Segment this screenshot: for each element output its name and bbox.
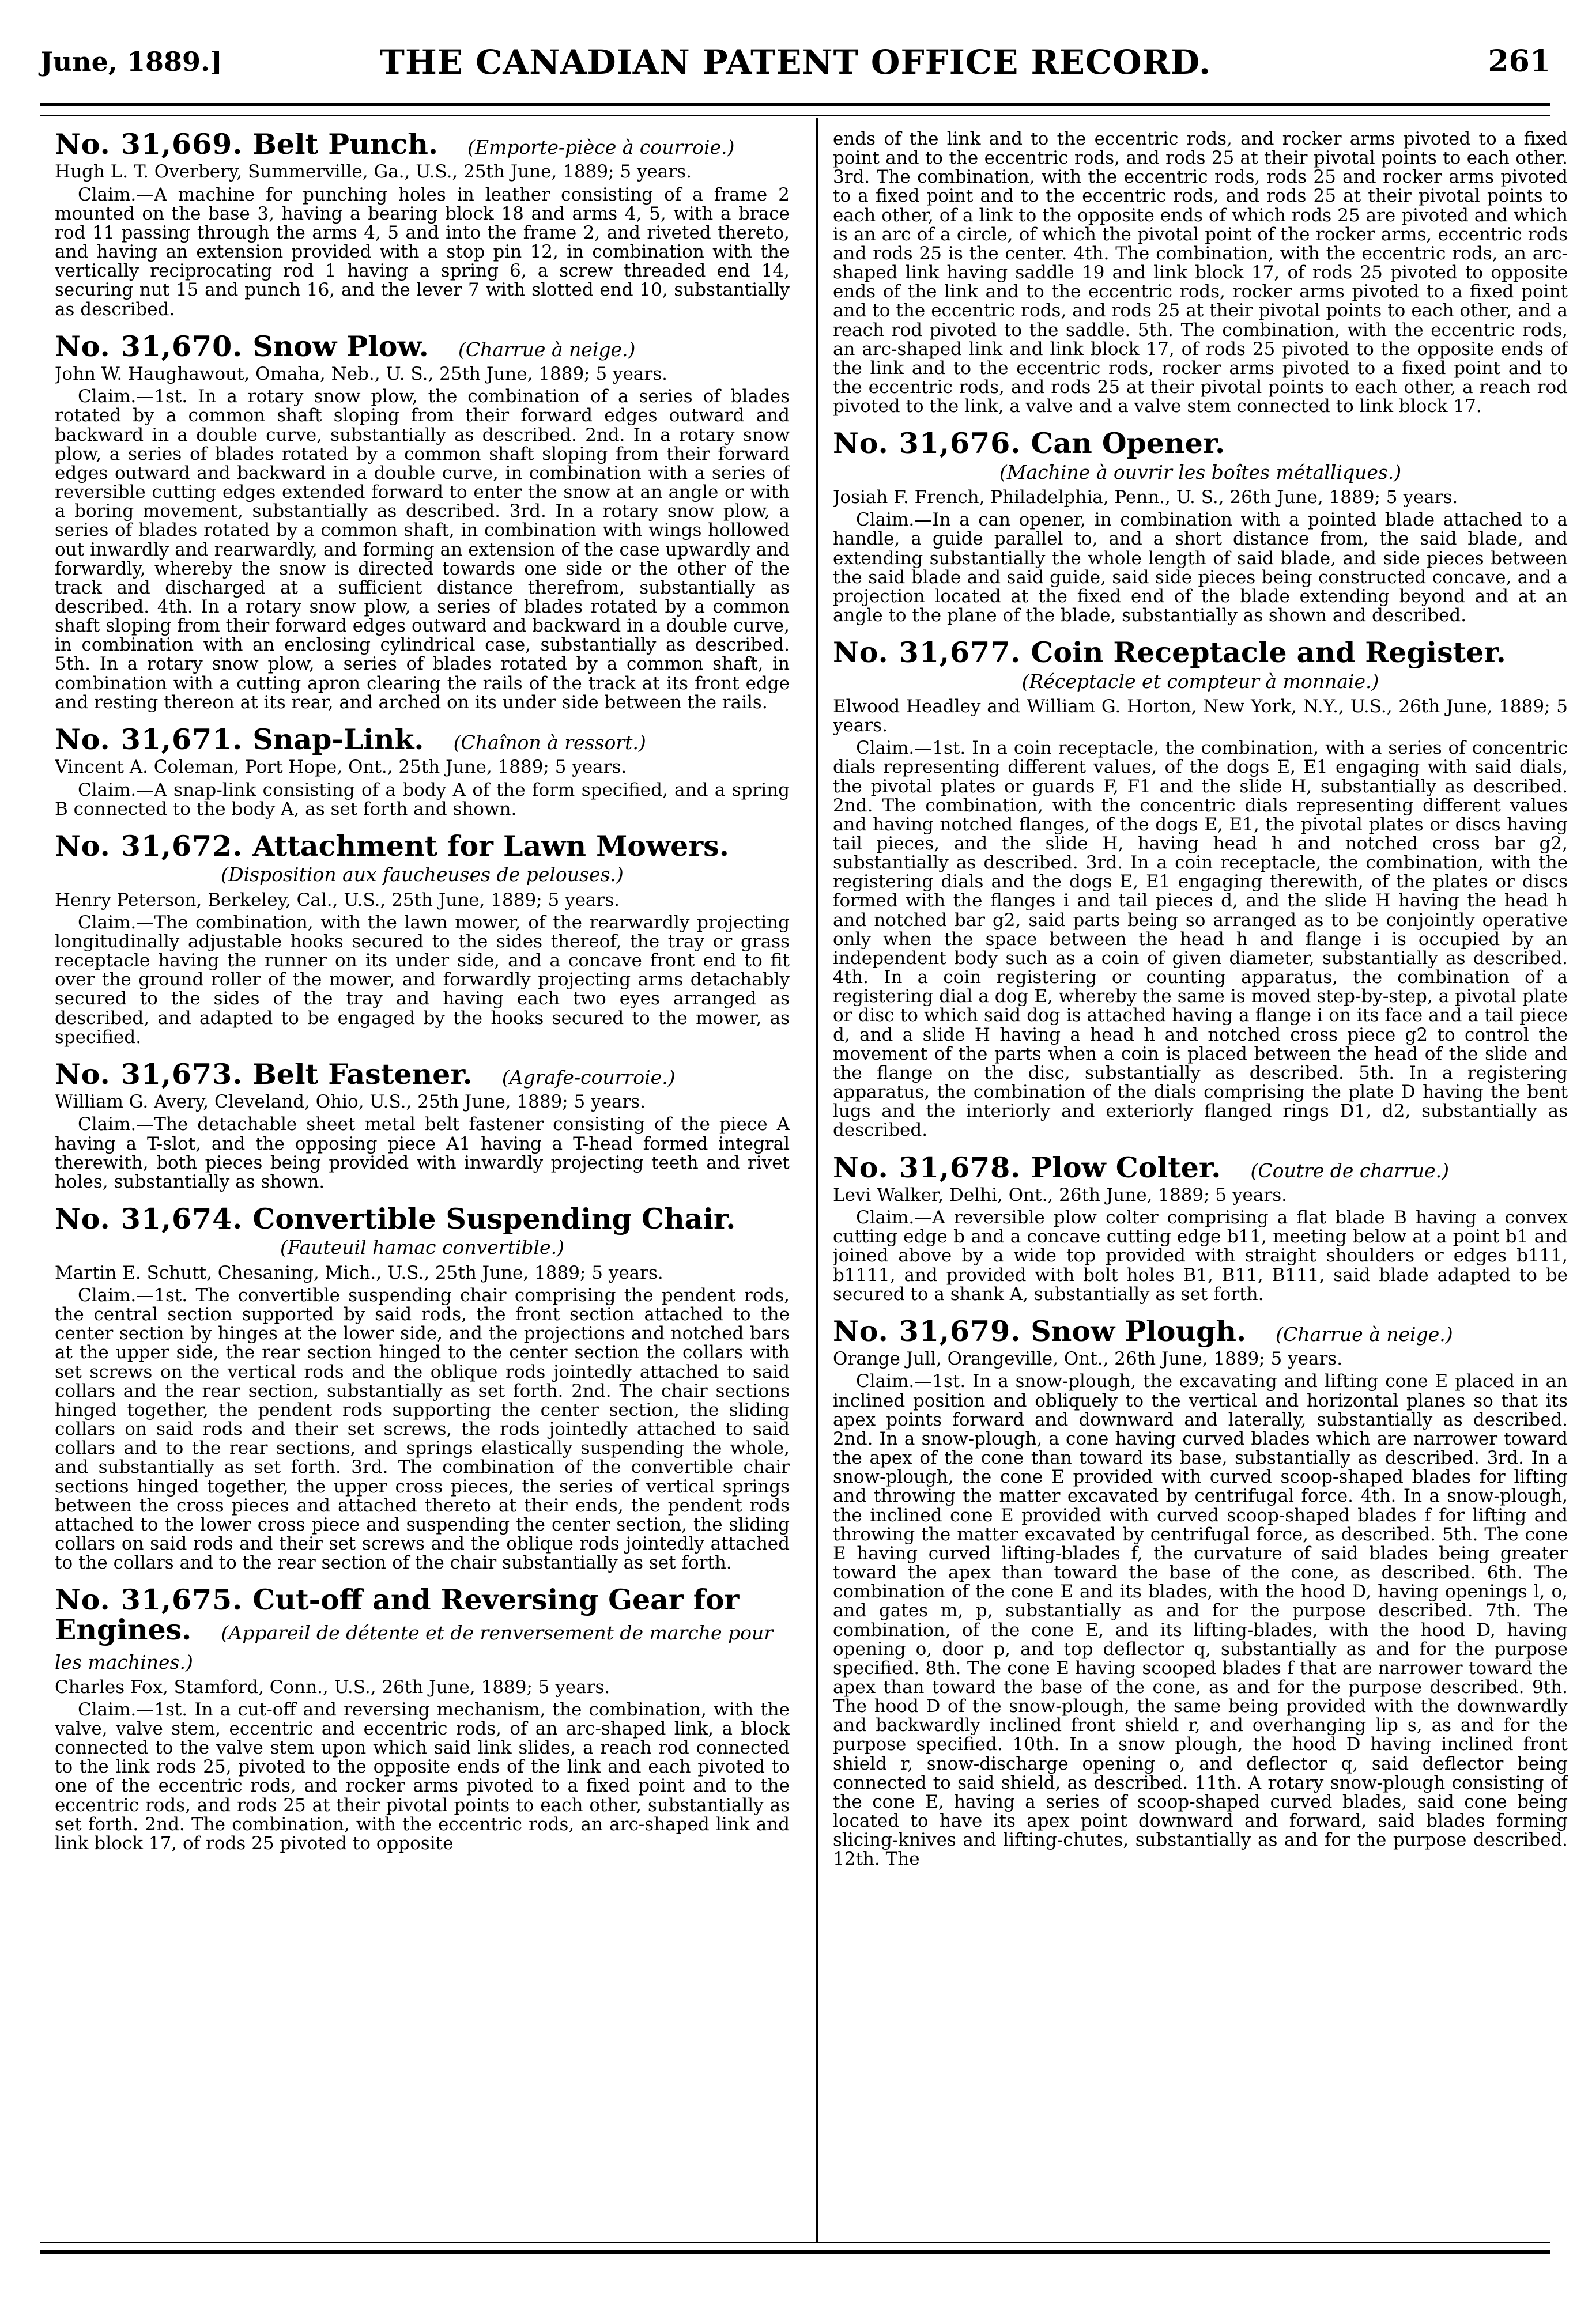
patent-claim: Claim.—The combination, with the lawn mower, of the rearwardly projecting longitudinally adjustable hooks secured to the sides thereof, the tray or grass receptacle having the runner on its under side, and a concave front end to fit over the ground roller of the mower, and forwardly projecting arms detachably secured to the sides of the tray and having each two eyes arranged as described, and adapted to be engaged by the hooks secured to the mower, as specified. (55, 912, 790, 1048)
patent-number: No. 31,672. (55, 829, 243, 863)
patent-heading (55, 1585, 790, 1674)
patent-claim: Claim.—A reversible plow colter comprising a flat blade B having a convex cutting edge b and a concave cutting edge b11, meeting below at a point b1 and joined above by a wide top provided with straight shoulders or edges b111, b1111, and provided with bolt holes B1, B11, B111, said blade adapted to be secured to a shank A, substantially as set forth. (833, 1207, 1568, 1305)
patent-number: No. 31,677. (833, 636, 1021, 670)
patent-title: Belt Punch. (252, 130, 438, 161)
patent-title: Snow Plow. (252, 329, 429, 363)
patent-entry (55, 329, 790, 713)
patent-title: Plow Colter. (1031, 1150, 1221, 1184)
header-rule (40, 103, 1550, 106)
page-header (40, 43, 1550, 98)
patent-inventor: Orange Jull, Orangeville, Ont., 26th June, 1889; 5 years. (833, 1348, 1343, 1370)
patent-inventor: Martin E. Schutt, Chesaning, Mich., U.S., 25th June, 1889; 5 years. (55, 1262, 663, 1283)
patent-heading (55, 329, 790, 363)
patent-claim: Claim.—1st. In a rotary snow plow, the combination of a series of blades rotated by a common shaft sloping from their forward edges outward and backward in a double curve, substantially as described. 2nd. In a rotary snow plow, a series of blades rotated by a common shaft sloping from their forward edges outward and backward in a double curve, in combination with a series of reversible cutting edges extended forward to enter the snow at an angle or with a boring movement, substantially as described. 3rd. In a rotary snow plow, a series of blades rotated by a common shaft, in combination with wings hollowed out inwardly and rearwardly, and forming an extension of the case upwardly and forwardly, whereby the snow is directed towards one side or the other of the track and discharged at a sufficient distance therefrom, substantially as described. 4th. In a rotary snow plow, a series of blades rotated by a common shaft sloping from their forward edges outward and backward in a double curve, in combination with an enclosing cylindrical case, substantially as described. 5th. In a rotary snow plow, a series of blades rotated by a common shaft, in combination with a cutting apron clearing the rails of the track at its front edge and resting thereon at its rear, and arched on its under side between the rails. (55, 386, 790, 713)
patent-title: Belt Fastener. (252, 1057, 473, 1091)
footer-rule (40, 2250, 1550, 2254)
patent-claim: Claim.—The detachable sheet metal belt fastener consisting of the piece A having a T-slot, and the opposing piece A1 having a T-head formed integral therewith, both pieces being provided with inwardly projecting teeth and rivet holes, substantially as shown. (55, 1114, 790, 1192)
header-rule-thin (40, 115, 1550, 116)
patent-title: Can Opener. (1031, 426, 1225, 460)
patent-heading (833, 426, 1568, 460)
patent-heading (55, 130, 790, 159)
patent-inventor: Henry Peterson, Berkeley, Cal., U.S., 25th June, 1889; 5 years. (55, 889, 620, 910)
patent-entry (55, 722, 790, 819)
patent-french-title: (Appareil de détente et de renversement de marche pour les machines.) (55, 1621, 774, 1674)
patent-title: Convertible Suspending Chair. (252, 1202, 736, 1236)
patent-claim: Claim.—In a can opener, in combination with a pointed blade attached to a handle, a guide parallel to, and a short distance from, the said blade, and extending substantially the whole length of said blade, and side pieces between the said blade and said guide, said side pieces being constructed concave, and a projection located at the fixed end of the blade extending beyond and at an angle to the plane of the blade, substantially as shown and described. (833, 509, 1568, 626)
patent-inventor: Elwood Headley and William G. Horton, New York, N.Y., U.S., 26th June, 1889; 5 years. (833, 696, 1568, 736)
patent-french-title: (Coutre de charrue.) (1250, 1159, 1450, 1182)
patent-number: No. 31,679. (833, 1314, 1021, 1348)
patent-number: No. 31,671. (55, 722, 243, 756)
patent-french-title: (Chaînon à ressort.) (453, 731, 646, 754)
patent-heading (55, 1057, 790, 1091)
publication-title: THE CANADIAN PATENT OFFICE RECORD. (379, 43, 1212, 82)
patent-french-title: (Réceptacle et compteur à monnaie.) (1021, 670, 1379, 693)
patent-claim: Claim.—A snap-link consisting of a body A of the form specified, and a spring B connected to the body A, as set forth and shown. (55, 779, 790, 819)
patent-inventor: Charles Fox, Stamford, Conn., U.S., 26th June, 1889; 5 years. (55, 1676, 610, 1698)
patent-heading (55, 829, 790, 863)
patent-inventor: Josiah F. French, Philadelphia, Penn., U. S., 26th June, 1889; 5 years. (833, 487, 1458, 508)
patent-heading (833, 1150, 1568, 1184)
patent-claim: Claim.—1st. In a cut-off and reversing mechanism, the combination, with the valve, valve stem, eccentric and eccentric rods, of an arc-shaped link, a block connected to the valve stem upon which said link slides, a reach rod connected to the link rods 25, pivoted to the opposite ends of the link and each pivoted to one of the eccentric rods, and rocker arms pivoted to a fixed point and to the eccentric rods, and rods 25 at their pivotal points to each other, substantially as set forth. 2nd. The combination, with the eccentric rods, an arc-shaped link and link block 17, of rods 25 pivoted to opposite (55, 1699, 790, 1854)
patent-entry (55, 130, 790, 319)
patent-number: No. 31,678. (833, 1150, 1021, 1184)
patent-heading (55, 722, 790, 756)
patent-title: Coin Receptacle and Register. (1031, 636, 1506, 670)
patent-claim: Claim.—1st. In a coin receptacle, the combination, with a series of concentric dials representing different values, of the dogs E, E1 engaging with said dials, the pivotal plates or guards F, F1 and the slide H, substantially as described. 2nd. The combination, with the concentric dials representing different values and having notched flanges, of the dogs E, E1, the pivotal plates or discs having tail pieces, and the slide H, having head h and notched cross bar g2, substantially as described. 3rd. In a coin receptacle, the combination, with the registering dials and the dogs E, E1 engaging therewith, of the plates or discs formed with the flanges i and tail pieces d, and the slide H having the head h and notched bar g2, said parts being so arranged as to be conjointly operative only when the space between the head h and flange i is occupied by an independent body such as a coin of given diameter, substantially as described. 4th. In a coin registering or counting apparatus, the combination of a registering dial a dog E, whereby the same is moved step-by-step, a pivotal plate or disc to which said dog is attached having a flange i on its face and a tail piece d, and a slide H having a head h and notched cross piece g2 to control the movement of the parts when a coin is placed between the head of the slide and the flange on the disc, substantially as described. 5th. In a registering apparatus, the combination of the dials comprising the plate D having the bent lugs and the interiorly and exteriorly flanged rings D1, d2, substantially as described. (833, 738, 1568, 1141)
patent-french-title: (Disposition aux faucheuses de pelouses.) (221, 863, 624, 886)
patent-entry (833, 1150, 1568, 1305)
patent-title: Cut-off and Reversing Gear for Engines. (55, 1583, 740, 1646)
patent-number: No. 31,676. (833, 426, 1021, 460)
patent-heading (55, 1204, 790, 1234)
patent-entry (55, 1585, 790, 1853)
patent-heading (833, 636, 1568, 670)
patent-inventor: Levi Walker, Delhi, Ont., 26th June, 1889; 5 years. (833, 1184, 1287, 1206)
patent-french-title: (Machine à ouvrir les boîtes métalliques.) (999, 460, 1402, 483)
patent-number: No. 31,675. (55, 1583, 243, 1617)
column-divider (816, 118, 818, 2242)
patent-inventor: John W. Haughawout, Omaha, Neb., U. S., 25th June, 1889; 5 years. (55, 364, 667, 385)
continued-claim: ends of the link and to the eccentric rods, and rocker arms pivoted to a fixed point and to the eccentric rods, and rods 25 at their pivotal points to each other. 3rd. The combination, with the eccentric rods, rods 25 and rocker arms pivoted to a fixed point and to the eccentric rods, and rods 25 at their pivotal points to each other, of a link to the opposite ends of which rods 25 are pivoted and which is an arc of a circle, of which the pivotal point of the rocker arms, eccentric rods and rods 25 is the center. 4th. The combination, with the eccentric rods, an arc-shaped link having saddle 19 and link block 17, of rods 25 pivoted to opposite ends of the link and to the eccentric rods, rocker arms pivoted to a fixed point and to the eccentric rods, and rods 25 at their pivotal points to each other, and a reach rod pivoted to the saddle. 5th. The combination, with the eccentric rods, an arc-shaped link and link block 17, of rods 25 pivoted to the opposite ends of the link and to the eccentric rods, rocker arms pivoted to a fixed point and to the eccentric rods, and rods 25 at their pivotal points to each other, a reach rod pivoted to the link, a valve and a valve stem connected to link block 17. (833, 130, 1568, 417)
patent-entry (55, 1057, 790, 1192)
patent-french-title: (Emporte-pièce à courroie.) (467, 136, 735, 158)
patent-number: No. 31,673. (55, 1057, 243, 1091)
patent-title: Snow Plough. (1031, 1314, 1247, 1348)
patent-entry (55, 1204, 790, 1573)
patent-number: No. 31,669. (55, 130, 243, 161)
patent-entry (833, 1314, 1568, 1870)
patent-heading (833, 1314, 1568, 1348)
patent-claim: Claim.—1st. In a snow-plough, the excavating and lifting cone E placed in an inclined position and obliquely to the vertical and horizontal planes so that its apex points forward and downward and laterally, substantially as described. 2nd. In a snow-plough, a cone having curved blades which are narrower toward the apex of the cone than toward its base, substantially as described. 3rd. In a snow-plough, the cone E provided with curved scoop-shaped blades for lifting and throwing the matter excavated by centrifugal force. 4th. In a snow-plough, the inclined cone E provided with curved scoop-shaped blades f for lifting and throwing the matter excavated by centrifugal force, as described. 5th. The cone E having curved lifting-blades f, the curvature of said blades being greater toward the apex than toward the base of the cone, as described. 6th. The combination of the cone E and its blades, with the hood D, having openings l, o, and gates m, p, substantially as and for the purpose described. 7th. The combination, of the cone E, and its lifting-blades, with the hood D, having opening o, door p, and top deflector q, substantially as and for the purpose specified. 8th. The cone E having scooped blades f that are narrower toward the apex than toward the base of the cone, as and for the purpose described. 9th. The hood D of the snow-plough, the same being provided with the downwardly and backwardly inclined front shield r, and overhanging lip s, as and for the purpose specified. 10th. In a snow plough, the hood D having inclined front shield r, snow-discharge opening o, and deflector q, said deflector being connected to said shield, as described. 11th. A rotary snow-plough consisting of the cone E, having a series of scoop-shaped curved blades, said cone being located to have its apex point downward and forward, said blades forming slicing-knives and lifting-chutes, substantially as and for the purpose described. 12th. The (833, 1371, 1568, 1870)
patent-inventor: William G. Avery, Cleveland, Ohio, U.S., 25th June, 1889; 5 years. (55, 1091, 646, 1113)
right-column (833, 130, 1568, 2236)
patent-french-title: (Agrafe-courroie.) (501, 1065, 676, 1089)
page-number: 261 (1488, 44, 1550, 79)
patent-entry (833, 426, 1568, 626)
patent-inventor: Hugh L. T. Overbery, Summerville, Ga., U.S., 25th June, 1889; 5 years. (55, 161, 692, 183)
patent-claim: Claim.—1st. The convertible suspending chair comprising the pendent rods, the central section supported by said rods, the front section attached to the center section by hinges at the lower side, and the projections and notched bars at the upper side, the rear section hinged to the center section the collars with set screws on the vertical rods and the oblique rods jointedly attached to said collars and the rear section, substantially as set forth. 2nd. The chair sections hinged together, the pendent rods supporting the center section, the sliding collars on said rods and their set screws, the rods jointedly attached to said collars and to the rear sections, and springs elastically suspending the whole, and substantially as set forth. 3rd. The combination of the convertible chair sections hinged together, the upper cross pieces, the series of vertical springs between the cross pieces and attached thereto at their ends, the pendent rods attached to the lower cross piece and suspending the center section, the sliding collars on said rods and their set screws and the oblique rods jointedly attached to the collars and to the rear section of the chair substantially as set forth. (55, 1284, 790, 1574)
issue-date: June, 1889.] (40, 46, 222, 77)
patent-number: No. 31,670. (55, 329, 243, 363)
patent-french-title: (Charrue à neige.) (1276, 1322, 1453, 1346)
patent-title: Snap-Link. (252, 722, 424, 756)
footer-rule-thin (40, 2242, 1550, 2243)
patent-title: Attachment for Lawn Mowers. (252, 829, 729, 863)
left-column (55, 130, 790, 2236)
patent-inventor: Vincent A. Coleman, Port Hope, Ont., 25th June, 1889; 5 years. (55, 757, 627, 778)
patent-french-title: (Charrue à neige.) (458, 338, 636, 361)
patent-french-title: (Fauteuil hamac convertible.) (280, 1236, 564, 1259)
patent-entry (833, 638, 1568, 1140)
patent-claim: Claim.—A machine for punching holes in leather consisting of a frame 2 mounted on the base 3, having a bearing block 18 and arms 4, 5, with a brace rod 11 passing through the arms 4, 5 and into the frame 2, and riveted thereto, and having an extension provided with a stop pin 12, in combination with the vertically reciprocating rod 1 having a spring 6, a screw threaded end 14, securing nut 15 and punch 16, and the lever 7 with slotted end 10, substantially as described. (55, 184, 790, 320)
patent-entry (55, 829, 790, 1048)
patent-number: No. 31,674. (55, 1202, 243, 1236)
